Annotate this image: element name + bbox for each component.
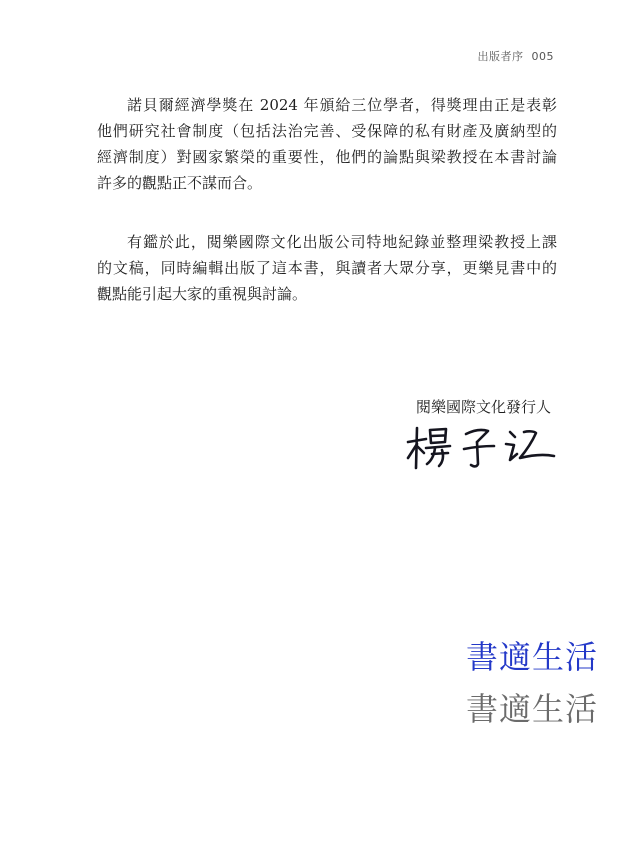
- paragraph-2: [97, 229, 557, 307]
- paragraph-line: 觀點能引起大家的重視與討論。: [97, 285, 308, 303]
- paragraph-line: 有鑑於此，閱樂國際文化出版公司特地紀錄並整理梁教授上課: [127, 233, 557, 251]
- paragraph-line: 諾貝爾經濟學獎在 2024 年頒給三位學者，得獎理由正是表彰: [127, 96, 557, 114]
- brand-wordmark-blue: 書適生活: [465, 638, 598, 676]
- publisher-title: 閱樂國際文化發行人: [415, 398, 551, 416]
- brand-wordmark-gray: 書適生活: [465, 690, 598, 728]
- paragraph-line: 他們研究社會制度（包括法治完善、受保障的私有財產及廣納型的: [97, 122, 557, 140]
- paragraph-line: 的文稿，同時編輯出版了這本書，與讀者大眾分享，更樂見書中的: [97, 259, 557, 277]
- page-number: 005: [531, 50, 554, 63]
- running-head-section: 出版者序: [477, 50, 524, 63]
- paragraph-line: 經濟制度）對國家繁榮的重要性，他們的論點與梁教授在本書討論: [97, 148, 557, 166]
- running-head: [478, 48, 555, 64]
- handwritten-signature: [404, 420, 564, 475]
- paragraph-1: [97, 92, 557, 196]
- paragraph-line: 許多的觀點正不謀而合。: [97, 174, 263, 192]
